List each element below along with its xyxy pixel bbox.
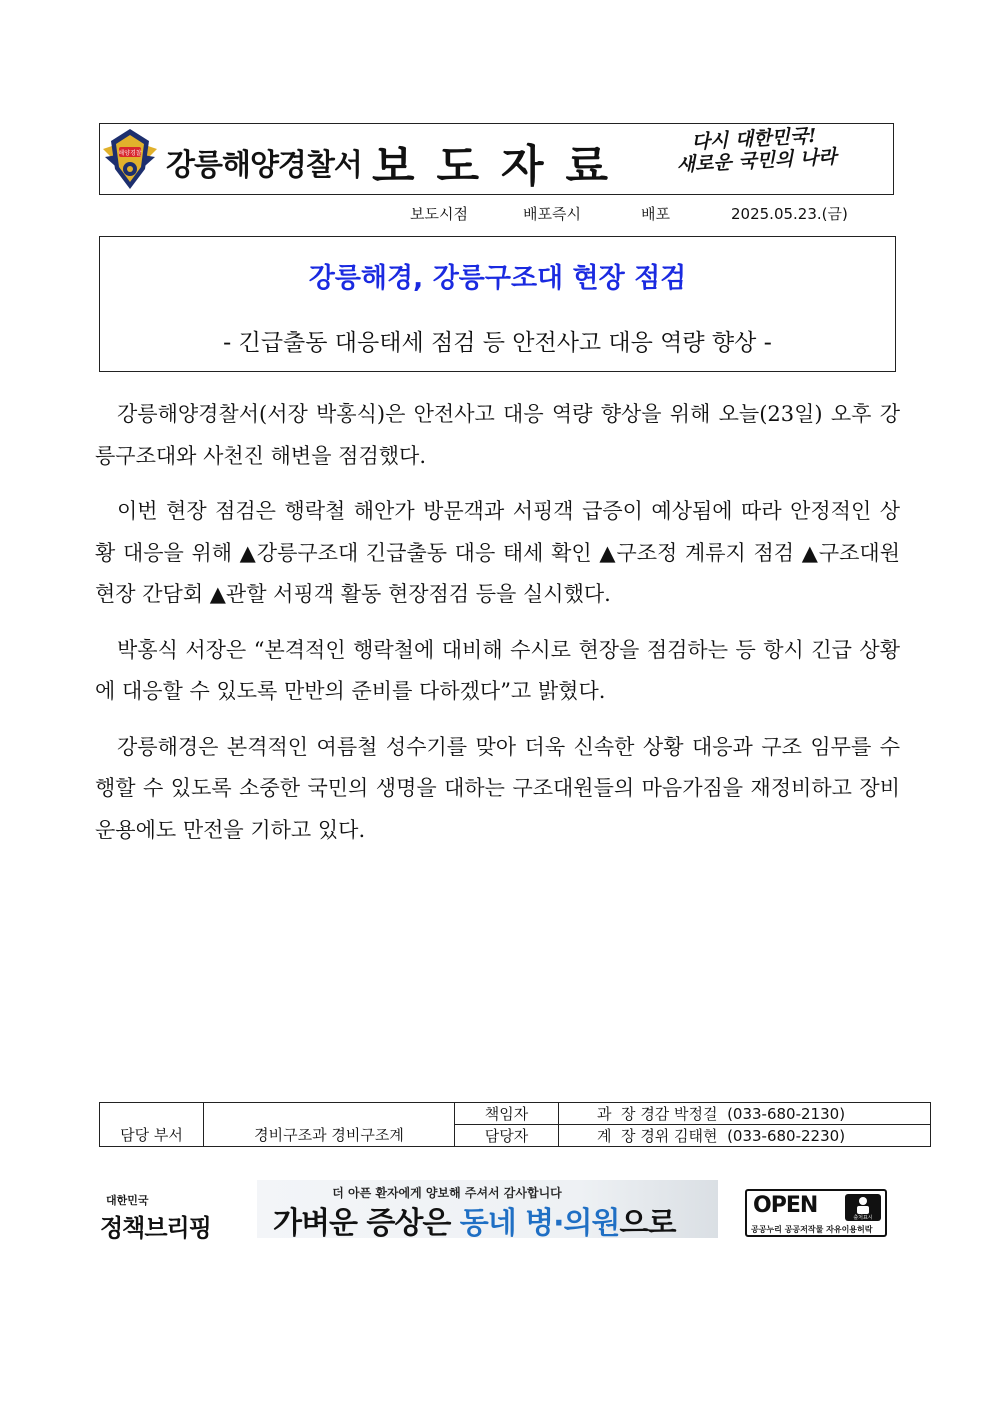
- policy-logo-main-text: 정책브리핑: [100, 1214, 211, 1242]
- article-body: [95, 394, 900, 865]
- release-date: 2025.05.23.(금): [731, 205, 848, 223]
- banner-main-text: [273, 1198, 676, 1242]
- open-caption: 공공누리 공공저작물 자유이용허락: [751, 1225, 873, 1234]
- body-paragraph: 강릉해경은 본격적인 여름철 성수기를 맞아 더욱 신속한 상황 대응과 구조 임무를 수행할 수 있도록 소중한 국민의 생명을 대하는 구조대원들의 마음가짐을 재정비하고 장비 운용에도 만전을 기하고 있다.: [95, 734, 900, 842]
- attribution-badge: [845, 1194, 881, 1221]
- agency-name: 강릉해양경찰서: [166, 148, 362, 183]
- release-timing-value: 배포즉시: [523, 205, 581, 223]
- contact-position: 과 장: [597, 1105, 636, 1123]
- slogan: [675, 124, 837, 176]
- dept-value: 경비구조과 경비구조계: [204, 1103, 455, 1147]
- document-type-title: 보도자료: [372, 141, 631, 192]
- release-timing-label: 보도시점: [410, 205, 468, 223]
- sub-title: - 긴급출동 대응태세 점검 등 안전사고 대응 역량 향상 -: [223, 330, 772, 356]
- police-emblem-icon: [101, 127, 159, 193]
- slogan-line-2: 새로운 국민의 나라: [676, 145, 838, 177]
- banner-top-text: 더 아픈 환자에게 양보해 주셔서 감사합니다: [332, 1186, 562, 1200]
- campaign-banner[interactable]: [257, 1180, 718, 1241]
- release-info: [410, 203, 848, 224]
- contact-role: 담당자: [455, 1125, 559, 1147]
- body-paragraph: 이번 현장 점검은 행락철 해안가 방문객과 서핑객 급증이 예상됨에 따라 안정적인 상황 대응을 위해 ▲강릉구조대 긴급출동 대응 태세 확인 ▲구조정 계류지 점검 ▲구조대원 현장 간담회 ▲관할 서핑객 활동 현장점검 등을 실시했다.: [95, 499, 900, 606]
- banner-main-part: 으로: [619, 1206, 676, 1241]
- contact-role: 책임자: [455, 1103, 559, 1125]
- open-license-badge[interactable]: [745, 1189, 887, 1237]
- policy-logo-small-text: 대한민국: [106, 1194, 149, 1207]
- main-title: 강릉해경, 강릉구조대 현장 점검: [308, 263, 687, 294]
- contact-rank-name: 경감 박정걸: [640, 1105, 718, 1123]
- contact-person: [559, 1103, 931, 1125]
- banner-main-part: 가벼운 증상은: [273, 1206, 460, 1241]
- contact-position: 계 장: [597, 1127, 636, 1145]
- body-paragraph: 강릉해양경찰서(서장 박홍식)은 안전사고 대응 역량 향상을 위해 오늘(23일) 오후 강릉구조대와 사천진 해변을 점검했다.: [95, 402, 900, 468]
- policy-briefing-logo[interactable]: [100, 1192, 212, 1242]
- emblem-text: 해양경찰: [118, 150, 142, 157]
- contact-person: [559, 1125, 931, 1147]
- contact-table: [99, 1102, 931, 1147]
- distribution-label: 배포: [641, 205, 670, 223]
- banner-highlight: 동네 병·의원: [459, 1206, 620, 1241]
- open-label: OPEN: [753, 1193, 818, 1218]
- slogan-line-1: 다시 대한민국!: [690, 124, 818, 154]
- contact-phone: (033-680-2130): [727, 1105, 846, 1123]
- contact-phone: (033-680-2230): [727, 1127, 846, 1145]
- body-paragraph: 박홍식 서장은 “본격적인 행락철에 대비해 수시로 현장을 점검하는 등 항시 긴급 상황에 대응할 수 있도록 만반의 준비를 다하겠다”고 밝혔다.: [95, 637, 900, 703]
- attribution-badge-text: 출처표시: [853, 1215, 873, 1221]
- table-row: [100, 1103, 931, 1125]
- dept-label: 담당 부서: [100, 1103, 204, 1147]
- contact-rank-name: 경위 김태현: [640, 1127, 718, 1145]
